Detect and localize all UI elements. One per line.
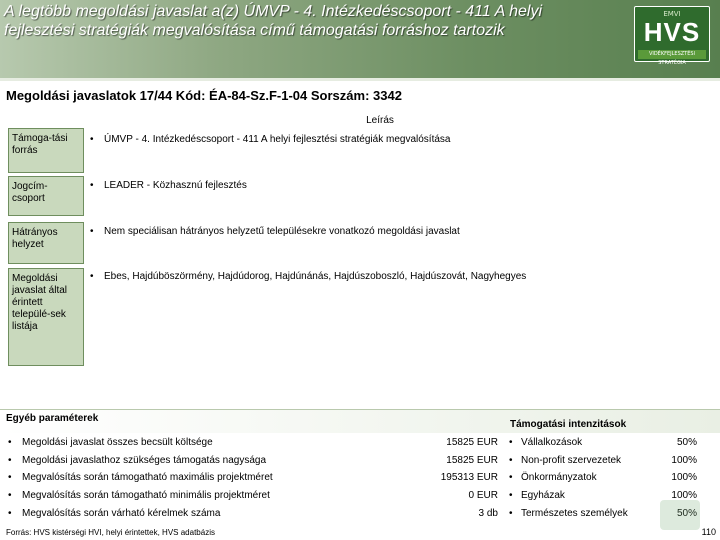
row-label-settlements	[8, 268, 84, 366]
intensity-title: Támogatási intenzitások	[510, 419, 627, 430]
header-divider	[0, 78, 720, 81]
bullet: •	[509, 455, 513, 466]
row-label-disadvantage	[8, 222, 84, 264]
row-label-text: Jogcím-csoport	[12, 181, 48, 204]
row-text: Ebes, Hajdúböszörmény, Hajdúdorog, Hajdúnánás, Hajdúszoboszló, Hajdúszovát, Nagyhegyes	[104, 271, 527, 282]
solution-subtitle: Megoldási javaslatok 17/44 Kód: ÉA-84-Sz.F-1-04 Sorszám: 3342	[6, 88, 402, 103]
bullet: •	[90, 134, 94, 145]
intensity-label: Vállalkozások	[521, 437, 583, 448]
logo-top-text: EMVI	[663, 10, 681, 18]
intensity-label: Természetes személyek	[521, 508, 628, 519]
bullet: •	[8, 472, 12, 483]
page-number: 110	[701, 527, 716, 537]
parameters-title: Egyéb paraméterek	[6, 413, 99, 424]
parameter-value: 195313 EUR	[440, 472, 498, 483]
row-text-funding-source	[90, 134, 716, 146]
bullet: •	[509, 472, 513, 483]
parameter-value: 15825 EUR	[446, 455, 498, 466]
header-banner	[0, 0, 720, 78]
parameter-row	[8, 434, 498, 451]
intensity-row	[509, 469, 697, 486]
row-text: LEADER - Közhasznú fejlesztés	[104, 180, 247, 191]
intensity-label: Egyházak	[521, 490, 565, 501]
bullet: •	[90, 271, 94, 282]
bullet: •	[8, 508, 12, 519]
row-text-legal-group	[90, 180, 716, 192]
parameter-label: Megvalósítás során várható kérelmek száma	[22, 508, 221, 519]
logo-main-text: HVS	[643, 17, 701, 47]
intensity-value: 50%	[676, 437, 697, 448]
watermark-logo	[660, 500, 700, 530]
description-column-header: Leírás	[366, 115, 394, 126]
row-label-funding-source	[8, 128, 84, 173]
row-text-settlements	[90, 271, 716, 283]
hvs-logo	[634, 6, 710, 66]
intensity-value: 100%	[671, 455, 697, 466]
bullet: •	[509, 508, 513, 519]
row-text: Nem speciálisan hátrányos helyzetű településekre vonatkozó megoldási javaslat	[104, 226, 460, 237]
logo-sub-text: VIDÉKFEJLESZTÉSI STRATÉGIA	[638, 50, 706, 59]
intensity-value: 100%	[671, 472, 697, 483]
row-text-disadvantage	[90, 226, 716, 238]
intensity-value: 50%	[676, 508, 697, 519]
parameter-label: Megvalósítás során támogatható minimális projektméret	[22, 490, 270, 501]
bullet: •	[509, 490, 513, 501]
row-text: ÚMVP - 4. Intézkedéscsoport - 411 A helyi fejlesztési stratégiák megvalósítása	[104, 134, 451, 145]
source-note: Forrás: HVS kistérségi HVI, helyi érintettek, HVS adatbázis	[6, 528, 215, 537]
parameter-value: 15825 EUR	[446, 437, 498, 448]
bullet: •	[8, 455, 12, 466]
bullet: •	[509, 437, 513, 448]
intensity-value: 100%	[671, 490, 697, 501]
bullet: •	[90, 180, 94, 191]
intensity-row	[509, 452, 697, 469]
page-title: A legtöbb megoldási javaslat a(z) ÚMVP - 4. Intézkedéscsoport - 411 A helyi fejlesztési stratégiák megvalósítása című támogatási forráshoz tartozik	[4, 3, 543, 39]
parameter-value: 3 db	[478, 508, 498, 519]
row-label-text: Támoga-tási forrás	[12, 133, 68, 156]
bullet: •	[90, 226, 94, 237]
bullet: •	[8, 437, 12, 448]
parameter-row	[8, 505, 498, 522]
parameter-label: Megvalósítás során támogatható maximális projektméret	[22, 472, 273, 483]
intensity-label: Non-profit szervezetek	[521, 455, 622, 466]
parameter-row	[8, 487, 498, 504]
parameter-label: Megoldási javaslat összes becsült költsége	[22, 437, 213, 448]
parameter-value: 0 EUR	[468, 490, 498, 501]
bullet: •	[8, 490, 12, 501]
row-label-legal-group	[8, 176, 84, 216]
row-label-text: Hátrányos helyzet	[12, 227, 58, 250]
parameter-label: Megoldási javaslathoz szükséges támogatás nagysága	[22, 455, 267, 466]
row-label-text: Megoldási javaslat által érintett települé-sek listája	[12, 273, 68, 332]
intensity-row	[509, 434, 697, 451]
intensity-label: Önkormányzatok	[521, 472, 597, 483]
parameter-row	[8, 452, 498, 469]
parameter-row	[8, 469, 498, 486]
